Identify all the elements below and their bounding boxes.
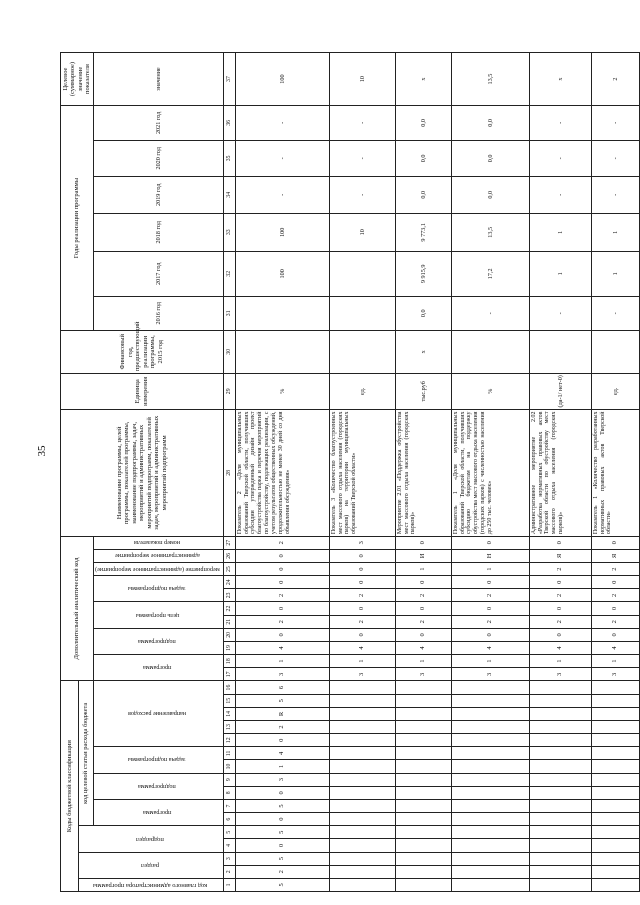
header-fin-year: Финансовый год, предшествующий реализации программы, 2015 год [61, 331, 224, 374]
row-year-value: 1 [591, 213, 639, 251]
budget-code-digit [529, 747, 591, 760]
additional-code-digit: 2 [395, 615, 451, 628]
column-number: 13 [223, 720, 235, 733]
document-sheet [60, 52, 619, 892]
budget-code-digit [329, 839, 395, 852]
row-year-value: 10 [329, 213, 395, 251]
additional-code-digit: И [395, 549, 451, 562]
header-years-group: Годы реализации программы [61, 106, 94, 331]
table-row [235, 53, 329, 892]
row-year-value: 0,0 [395, 296, 451, 330]
budget-code-digit [329, 707, 395, 720]
row-unit: % [235, 373, 329, 409]
additional-code-digit: 4 [451, 641, 529, 654]
budget-code-digit [329, 760, 395, 773]
additional-code-digit: 3 [591, 668, 639, 681]
budget-code-digit [591, 720, 639, 733]
row-name: Показатель 3 «Количество благоустроенных мест массового отдыха населения (городских парков) на территории муниципальных образований Тверской области» [329, 410, 395, 537]
header-unit: Единица измерения [61, 373, 224, 409]
column-number: 18 [223, 655, 235, 668]
program-indicators-table [60, 52, 640, 892]
column-number: 28 [223, 410, 235, 537]
additional-code-digit: 0 [395, 576, 451, 589]
budget-code-digit [451, 773, 529, 786]
additional-code-digit: 2 [591, 589, 639, 602]
additional-code-digit: 1 [529, 655, 591, 668]
table-row [395, 53, 451, 892]
budget-code-digit [395, 865, 451, 878]
budget-code-digit: 5 [235, 826, 329, 839]
table-row [591, 53, 639, 892]
row-year-value: - [529, 296, 591, 330]
page-number: 35 [36, 445, 48, 457]
column-number: 7 [223, 799, 235, 812]
column-number: 16 [223, 681, 235, 694]
row-name: Показатель 2 «Доля муниципальных образований Тверской области, получивших субсидии утвержденный дизайн проект благоустройства парка и перечня мероприятий по благоустройству, подлежащих реализации, с учетом результатов общественных обсуждений, продолжительностью не менее 30 дней со дня объявления обсуждения» [235, 410, 329, 537]
budget-code-digit [591, 786, 639, 799]
budget-code-digit [329, 786, 395, 799]
column-number: 31 [223, 296, 235, 330]
row-year-value: - [529, 140, 591, 176]
header-section: раздел [79, 852, 224, 878]
column-number: 11 [223, 747, 235, 760]
column-number: 22 [223, 602, 235, 615]
row-year-value [329, 252, 395, 297]
header-year-2018: 2018 год [93, 213, 223, 251]
header-year-2019: 2019 год [93, 177, 223, 213]
header-add-program: программа [93, 655, 223, 681]
additional-code-digit: 0 [529, 628, 591, 641]
additional-code-digit: 0 [395, 628, 451, 641]
row-fin-year-value [329, 331, 395, 374]
budget-code-digit [395, 707, 451, 720]
additional-code-digit: 0 [329, 549, 395, 562]
row-target-value: 100 [235, 53, 329, 106]
row-fin-year-value [591, 331, 639, 374]
budget-code-digit [529, 826, 591, 839]
budget-code-digit [329, 852, 395, 865]
row-unit: ед. [329, 373, 395, 409]
additional-code-digit: 2 [591, 563, 639, 576]
additional-code-digit: 2 [529, 589, 591, 602]
header-year-2021: 2021 год [93, 106, 223, 140]
row-unit: тыс.руб [395, 373, 451, 409]
budget-code-digit [329, 799, 395, 812]
budget-code-digit: 3 [235, 773, 329, 786]
budget-code-digit [395, 747, 451, 760]
budget-code-digit [329, 747, 395, 760]
column-number: 37 [223, 53, 235, 106]
additional-code-digit: 3 [329, 668, 395, 681]
budget-code-digit [529, 799, 591, 812]
header-activity-direction: направление расходов [93, 681, 223, 747]
budget-code-digit [329, 813, 395, 826]
budget-code-digit [529, 839, 591, 852]
budget-code-digit [529, 786, 591, 799]
budget-code-digit: 5 [235, 799, 329, 812]
budget-code-digit: 5 [235, 694, 329, 707]
budget-code-digit [329, 826, 395, 839]
row-name: Административное мероприятие 2.02 «Разработка нормативных правовых актов Тверской области по обустройству мест массового отдыха населения (городских парков)» [529, 410, 591, 537]
additional-code-digit: 2 [451, 589, 529, 602]
row-target-value: x [395, 53, 451, 106]
additional-code-digit: 0 [235, 549, 329, 562]
row-year-value: 17,2 [451, 252, 529, 297]
budget-code-digit [395, 852, 451, 865]
additional-code-digit: 0 [591, 576, 639, 589]
row-year-value: - [329, 106, 395, 140]
column-number: 14 [223, 707, 235, 720]
row-target-value: 13,5 [451, 53, 529, 106]
header-target-group: Целевое (суммарное) значение показателя [61, 53, 94, 106]
budget-code-digit [451, 878, 529, 891]
budget-code-digit [451, 852, 529, 865]
row-year-value: - [591, 177, 639, 213]
budget-code-digit [591, 813, 639, 826]
additional-code-digit: 0 [451, 576, 529, 589]
column-number: 34 [223, 177, 235, 213]
header-add-activity-type: административное мероприятие [93, 549, 223, 562]
header-year-2017: 2017 год [93, 252, 223, 297]
budget-code-digit [395, 681, 451, 694]
header-year-2016: 2016 год [93, 296, 223, 330]
budget-code-digit [591, 707, 639, 720]
header-target-article: код целевой статьи расхода бюджета [79, 681, 94, 826]
row-year-value [329, 296, 395, 330]
budget-code-digit [591, 773, 639, 786]
header-additional-code: Дополнительный аналитический код [61, 536, 94, 681]
row-fin-year-value [451, 331, 529, 374]
additional-code-digit: 0 [235, 628, 329, 641]
budget-code-digit [529, 865, 591, 878]
additional-code-digit: 0 [235, 576, 329, 589]
additional-code-digit: 0 [529, 602, 591, 615]
budget-code-digit [451, 760, 529, 773]
budget-code-digit [529, 852, 591, 865]
budget-code-digit: 4 [235, 747, 329, 760]
column-number: 6 [223, 813, 235, 826]
budget-code-digit [591, 826, 639, 839]
budget-code-digit [529, 878, 591, 891]
budget-code-digit: R [235, 707, 329, 720]
budget-code-digit [591, 760, 639, 773]
row-target-value: x [529, 53, 591, 106]
budget-code-digit [451, 694, 529, 707]
header-year-2020: 2020 год [93, 140, 223, 176]
row-year-value: 0,0 [395, 140, 451, 176]
additional-code-digit: 4 [235, 641, 329, 654]
budget-code-digit [395, 799, 451, 812]
column-number: 30 [223, 331, 235, 374]
header-admin-code: код главного администратора программы [79, 878, 224, 891]
additional-code-digit: 0 [395, 602, 451, 615]
additional-code-digit: 0 [591, 628, 639, 641]
row-year-value: 0,0 [451, 106, 529, 140]
additional-code-digit: 0 [329, 576, 395, 589]
column-number: 5 [223, 826, 235, 839]
additional-code-digit: 0 [235, 563, 329, 576]
budget-code-digit [591, 747, 639, 760]
additional-code-digit: 2 [235, 615, 329, 628]
additional-code-digit: 2 [235, 589, 329, 602]
additional-code-digit: 1 [451, 563, 529, 576]
row-year-value [235, 296, 329, 330]
row-unit: % [451, 373, 529, 409]
budget-code-digit: 0 [235, 839, 329, 852]
column-number: 26 [223, 549, 235, 562]
column-number: 24 [223, 576, 235, 589]
header-subsection: подраздел [79, 826, 224, 852]
additional-code-digit: 2 [529, 615, 591, 628]
header-add-task: задача подпрограммы [93, 576, 223, 602]
row-target-value: 10 [329, 53, 395, 106]
additional-code-digit: 0 [395, 536, 451, 549]
column-number: 12 [223, 734, 235, 747]
additional-code-digit: 0 [451, 602, 529, 615]
row-year-value: - [591, 296, 639, 330]
row-fin-year-value [529, 331, 591, 374]
additional-code-digit: 1 [329, 655, 395, 668]
budget-code-digit [451, 734, 529, 747]
additional-code-digit: 4 [395, 641, 451, 654]
additional-code-digit: 4 [529, 641, 591, 654]
budget-code-digit: 0 [235, 813, 329, 826]
budget-code-digit [395, 720, 451, 733]
row-year-value: - [529, 177, 591, 213]
additional-code-digit: 0 [529, 536, 591, 549]
additional-code-digit: 0 [591, 536, 639, 549]
budget-code-digit: 6 [235, 681, 329, 694]
column-number: 2 [223, 865, 235, 878]
header-subprogram: подпрограмма [93, 773, 223, 799]
column-number: 27 [223, 536, 235, 549]
budget-code-digit [451, 707, 529, 720]
column-number: 20 [223, 628, 235, 641]
additional-code-digit: 0 [235, 602, 329, 615]
header-target-value: значение [93, 53, 223, 106]
additional-code-digit: Н [451, 549, 529, 562]
additional-code-digit: 1 [235, 655, 329, 668]
column-number: 33 [223, 213, 235, 251]
row-year-value: 0,0 [451, 140, 529, 176]
additional-code-digit: 0 [451, 536, 529, 549]
budget-code-digit [529, 720, 591, 733]
additional-code-digit: 2 [329, 589, 395, 602]
header-program: программа [93, 799, 223, 825]
budget-code-digit: 5 [235, 852, 329, 865]
row-unit: ед. [591, 373, 639, 409]
additional-code-digit: 3 [235, 668, 329, 681]
additional-code-digit: 0 [591, 602, 639, 615]
additional-code-digit: 3 [329, 536, 395, 549]
header-budget-codes: Коды бюджетной классификации [61, 681, 79, 892]
row-year-value: - [591, 140, 639, 176]
additional-code-digit: 0 [529, 576, 591, 589]
table-row [451, 53, 529, 892]
column-number: 4 [223, 839, 235, 852]
additional-code-digit: 0 [329, 563, 395, 576]
budget-code-digit [329, 694, 395, 707]
additional-code-digit: 1 [451, 655, 529, 668]
row-year-value: - [591, 106, 639, 140]
budget-code-digit [529, 773, 591, 786]
budget-code-digit [395, 878, 451, 891]
column-number: 25 [223, 563, 235, 576]
additional-code-digit: 3 [529, 668, 591, 681]
budget-code-digit: 5 [235, 878, 329, 891]
budget-code-digit [451, 865, 529, 878]
rotated-table-container [60, 52, 619, 892]
row-year-value: 100 [235, 213, 329, 251]
column-number: 1 [223, 878, 235, 891]
row-year-value: 13,5 [451, 213, 529, 251]
header-add-goal: цель программы [93, 602, 223, 628]
row-year-value: 0,0 [395, 177, 451, 213]
budget-code-digit [395, 694, 451, 707]
budget-code-digit [591, 734, 639, 747]
row-year-value: 100 [235, 252, 329, 297]
row-unit: (да-1/ нет-0) [529, 373, 591, 409]
row-name: Показатель 1 «Количество разработанных нормативных правовых актов Тверской области» [591, 410, 639, 537]
budget-code-digit [395, 734, 451, 747]
row-year-value: - [451, 296, 529, 330]
additional-code-digit: 4 [329, 641, 395, 654]
budget-code-digit [529, 734, 591, 747]
row-year-value: 1 [591, 252, 639, 297]
additional-code-digit: 0 [329, 628, 395, 641]
column-number: 8 [223, 786, 235, 799]
budget-code-digit [451, 681, 529, 694]
column-number: 9 [223, 773, 235, 786]
additional-code-digit: 2 [451, 615, 529, 628]
budget-code-digit [329, 720, 395, 733]
budget-code-digit [591, 852, 639, 865]
additional-code-digit: 2 [235, 536, 329, 549]
budget-code-digit [529, 813, 591, 826]
budget-code-digit [591, 839, 639, 852]
additional-code-digit: 1 [395, 655, 451, 668]
budget-code-digit [451, 826, 529, 839]
budget-code-digit [451, 747, 529, 760]
column-number: 21 [223, 615, 235, 628]
row-year-value: - [529, 106, 591, 140]
budget-code-digit [395, 773, 451, 786]
budget-code-digit [451, 786, 529, 799]
table-row [329, 53, 395, 892]
column-number: 19 [223, 641, 235, 654]
additional-code-digit: Я [591, 549, 639, 562]
budget-code-digit [451, 839, 529, 852]
budget-code-digit [529, 694, 591, 707]
additional-code-digit: 2 [529, 563, 591, 576]
row-year-value: 9 915,9 [395, 252, 451, 297]
row-year-value: 1 [529, 252, 591, 297]
row-year-value: 1 [529, 213, 591, 251]
budget-code-digit [395, 786, 451, 799]
column-number: 23 [223, 589, 235, 602]
header-name: Наименование программы, целей программы, показателей программы, наименование подпрограммы, задач, мероприятий и административных мероприятий подпрограмм, показателей задач, мероприятий и административных мероприятий подпрограмм [61, 410, 224, 537]
budget-code-digit [329, 681, 395, 694]
budget-code-digit [529, 681, 591, 694]
budget-code-digit [329, 865, 395, 878]
budget-code-digit [395, 839, 451, 852]
budget-code-digit [451, 813, 529, 826]
budget-code-digit [329, 734, 395, 747]
row-name: Мероприятие 2.01 «Поддержка обустройства мест массового отдыха населения (городских парков)» [395, 410, 451, 537]
row-fin-year-value: x [395, 331, 451, 374]
budget-code-digit [591, 799, 639, 812]
additional-code-digit: 2 [395, 589, 451, 602]
column-number: 10 [223, 760, 235, 773]
budget-code-digit: 2 [235, 865, 329, 878]
budget-code-digit [529, 760, 591, 773]
row-fin-year-value [235, 331, 329, 374]
additional-code-digit: 2 [591, 615, 639, 628]
additional-code-digit: 4 [591, 641, 639, 654]
budget-code-digit [395, 826, 451, 839]
header-add-subprogram: подпрограмма [93, 628, 223, 654]
column-number-row [223, 53, 235, 892]
budget-code-digit [395, 760, 451, 773]
additional-code-digit: 1 [395, 563, 451, 576]
budget-code-digit: 0 [235, 734, 329, 747]
row-year-value: 0,0 [395, 106, 451, 140]
additional-code-digit: 3 [395, 668, 451, 681]
header-indicator-no: номер показателя [93, 536, 223, 549]
budget-code-digit: 2 [235, 720, 329, 733]
additional-code-digit: 0 [451, 628, 529, 641]
header-add-activity: мероприятие (административное мероприятие) [93, 563, 223, 576]
column-number: 15 [223, 694, 235, 707]
row-year-value: - [329, 177, 395, 213]
budget-code-digit [591, 681, 639, 694]
row-year-value: - [235, 140, 329, 176]
budget-code-digit [591, 694, 639, 707]
budget-code-digit [451, 799, 529, 812]
additional-code-digit: 0 [329, 602, 395, 615]
budget-code-digit [591, 878, 639, 891]
budget-code-digit [395, 813, 451, 826]
column-number: 36 [223, 106, 235, 140]
row-year-value: - [329, 140, 395, 176]
budget-code-digit [529, 707, 591, 720]
row-name: Показатель 1 «Доля муниципальных образований Тверской области, получивших субсидию бюджетам на поддержку обустройства мест массового отдыха населения (городских парков) с численностью населения до 250 тыс. человек» [451, 410, 529, 537]
table-row [529, 53, 591, 892]
budget-code-digit [329, 878, 395, 891]
additional-code-digit: 1 [591, 655, 639, 668]
row-year-value: - [235, 106, 329, 140]
budget-code-digit [451, 720, 529, 733]
additional-code-digit: 2 [329, 615, 395, 628]
additional-code-digit: Я [529, 549, 591, 562]
row-target-value: 2 [591, 53, 639, 106]
budget-code-digit [329, 773, 395, 786]
budget-code-digit: 0 [235, 786, 329, 799]
column-number: 32 [223, 252, 235, 297]
additional-code-digit: 3 [451, 668, 529, 681]
row-year-value: 0,0 [451, 177, 529, 213]
budget-code-digit: 1 [235, 760, 329, 773]
header-task: задача подпрограммы [93, 747, 223, 773]
column-number: 35 [223, 140, 235, 176]
column-number: 3 [223, 852, 235, 865]
budget-code-digit [591, 865, 639, 878]
column-number: 29 [223, 373, 235, 409]
row-year-value: - [235, 177, 329, 213]
column-number: 17 [223, 668, 235, 681]
row-year-value: 9 773,1 [395, 213, 451, 251]
